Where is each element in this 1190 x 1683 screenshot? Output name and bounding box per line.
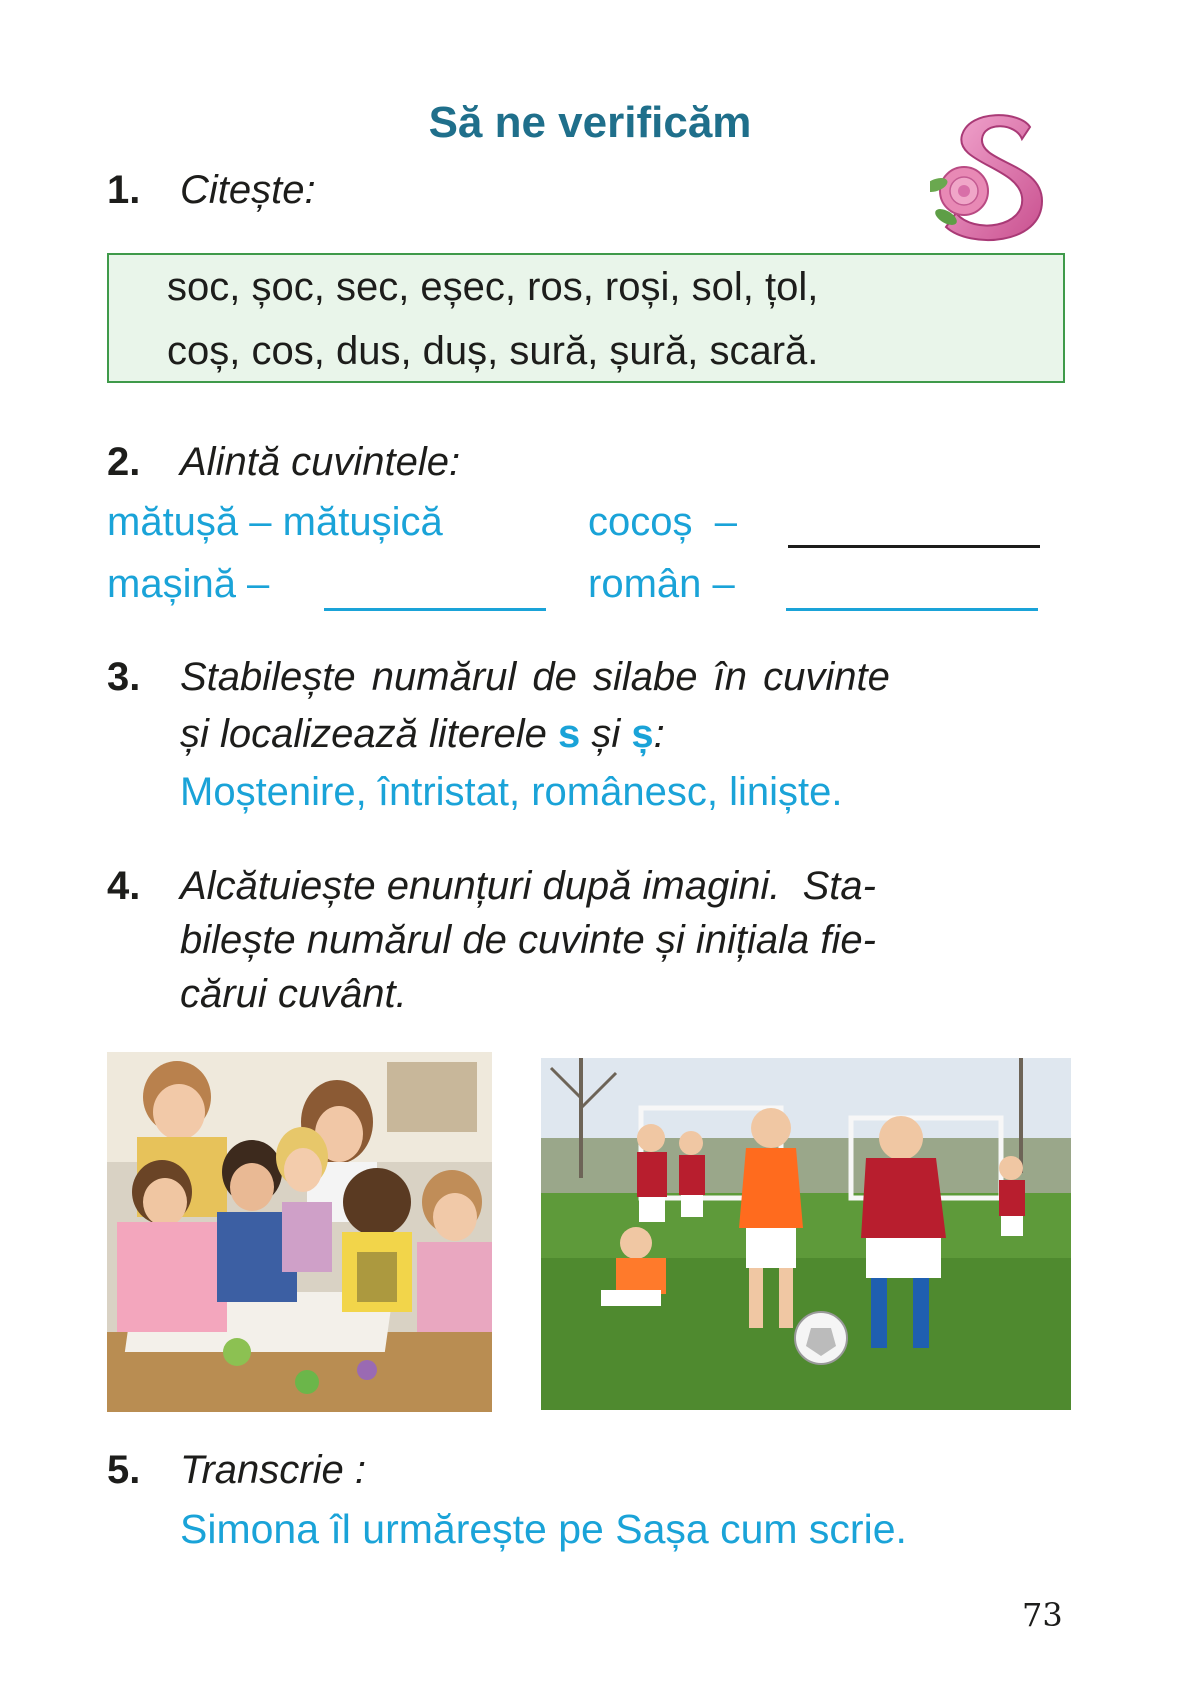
pair-word: cocoș – xyxy=(588,500,737,544)
page-title: Să ne verificăm xyxy=(428,98,752,147)
diminutive-pair-4 xyxy=(588,560,735,608)
exercise-2-number: 2. xyxy=(107,440,141,484)
answer-blank-roman[interactable] xyxy=(786,608,1038,611)
exercise-1-number: 1. xyxy=(107,168,141,212)
diminutive-pair-3 xyxy=(107,560,269,608)
letter-s-rose-icon xyxy=(930,105,1060,245)
pair-word: român – xyxy=(588,562,735,606)
exercise-3-instruction-line-2 xyxy=(180,712,665,757)
exercise-4-line-3: cărui cuvânt. xyxy=(180,972,407,1016)
exercise-3-words: Moștenire, întristat, românesc, liniște. xyxy=(180,770,843,814)
instruction-and: și xyxy=(580,712,632,756)
reading-line-2: coș, cos, dus, duș, sură, șură, scară. xyxy=(167,329,819,373)
page-number: 73 xyxy=(1022,1596,1063,1634)
exercise-4-line-2: bilește numărul de cuvinte și inițiala fie- xyxy=(180,918,876,962)
exercise-5-instruction: Transcrie : xyxy=(180,1448,366,1492)
diminutive-pair-1 xyxy=(107,498,443,546)
pair-word: mătușă – xyxy=(107,500,272,544)
exercise-4-number: 4. xyxy=(107,864,141,908)
exercise-3-number: 3. xyxy=(107,655,141,699)
letter-sh: ș xyxy=(631,712,654,756)
pair-answer: mătușică xyxy=(282,500,443,544)
exercise-5-number: 5. xyxy=(107,1448,141,1492)
pair-word: mașină – xyxy=(107,562,270,606)
reading-box xyxy=(107,253,1065,383)
reading-line-1: soc, șoc, sec, eșec, ros, roși, sol, țol, xyxy=(167,265,819,309)
diminutive-pair-2 xyxy=(588,498,737,546)
instruction-text: și localizează literele xyxy=(180,712,558,756)
children-football-photo xyxy=(541,1058,1071,1410)
letter-s: s xyxy=(557,712,581,756)
exercise-2-instruction: Alintă cuvintele: xyxy=(180,440,461,484)
exercise-4-line-1: Alcătuiește enunțuri după imagini. Sta- xyxy=(180,864,876,908)
instruction-colon: : xyxy=(653,712,665,756)
answer-blank-masina[interactable] xyxy=(324,608,546,611)
children-drawing-photo xyxy=(107,1052,492,1412)
exercise-5-sentence: Simona îl urmărește pe Sașa cum scrie. xyxy=(180,1506,907,1552)
exercise-1-instruction: Citește: xyxy=(180,168,316,212)
answer-blank-cocos[interactable] xyxy=(788,545,1040,548)
exercise-3-instruction-line-1: Stabilește numărul de silabe în cuvinte xyxy=(180,655,890,699)
